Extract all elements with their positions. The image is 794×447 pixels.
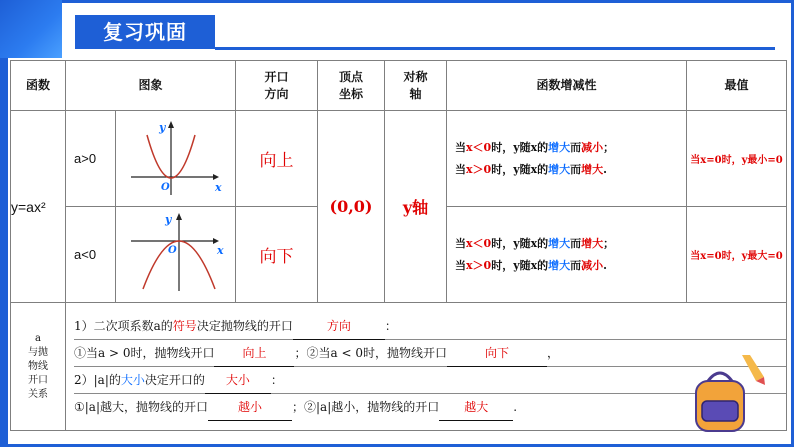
summary-table <box>10 60 787 431</box>
row-a-positive <box>11 111 787 207</box>
header-function: 函数 <box>11 61 66 111</box>
parabola-down-graph <box>121 211 231 295</box>
relationship-label: a 与抛 物线 开口 关系 <box>11 303 66 431</box>
monotonic-a-positive: 当x＜0时，y随x的增大而减小； 当x＞0时，y随x的增大而增大. <box>447 111 687 207</box>
parabola-up-graph <box>121 115 231 199</box>
graph-down <box>116 207 236 303</box>
line-1: 1）二次项系数a的符号决定抛物线的开口 方向 ： <box>74 313 786 340</box>
x-axis-label: x <box>216 244 224 257</box>
relationship-content <box>66 303 787 431</box>
corner-decoration <box>0 0 62 58</box>
row-relationship <box>11 303 787 431</box>
x-axis-label: x <box>214 181 222 194</box>
backpack-icon <box>686 355 768 437</box>
line-3: 2）|a|的大小决定开口的 大小 ： <box>74 367 786 394</box>
case-a-positive: a>0 <box>66 111 116 207</box>
direction-up: 向上 <box>236 111 318 207</box>
direction-down: 向下 <box>236 207 318 303</box>
function-label: y=ax² <box>11 111 66 303</box>
line-4: ①|a|越大，抛物线的开口 越小 ；②|a|越小，抛物线的开口 越大 . <box>74 394 786 420</box>
extreme-a-positive: 当x=0时，y最小=0 <box>687 111 787 207</box>
graph-up <box>116 111 236 207</box>
header-vertex: 顶点 坐标 <box>318 61 385 111</box>
line-2: ①当a > 0时，抛物线开口 向上 ；②当a < 0时，抛物线开口 向下 ， <box>74 340 786 367</box>
vertex-value: (0,0) <box>318 111 385 303</box>
axis-value: y轴 <box>385 111 447 303</box>
slide-title: 复习巩固 <box>75 15 215 49</box>
origin-label: O <box>167 245 177 256</box>
monotonic-a-negative: 当x＜0时，y随x的增大而增大； 当x＞0时，y随x的增大而减小. <box>447 207 687 303</box>
header-monotonicity: 函数增减性 <box>447 61 687 111</box>
title-underline <box>215 47 775 50</box>
case-a-negative: a<0 <box>66 207 116 303</box>
header-axis: 对称 轴 <box>385 61 447 111</box>
y-axis-label: y <box>158 121 165 134</box>
y-axis-label: y <box>164 213 171 226</box>
extreme-a-negative: 当x=0时，y最大=0 <box>687 207 787 303</box>
header-row <box>11 61 787 111</box>
origin-label: O <box>160 182 170 193</box>
header-extreme: 最值 <box>687 61 787 111</box>
header-open-direction: 开口 方向 <box>236 61 318 111</box>
header-image: 图象 <box>66 61 236 111</box>
